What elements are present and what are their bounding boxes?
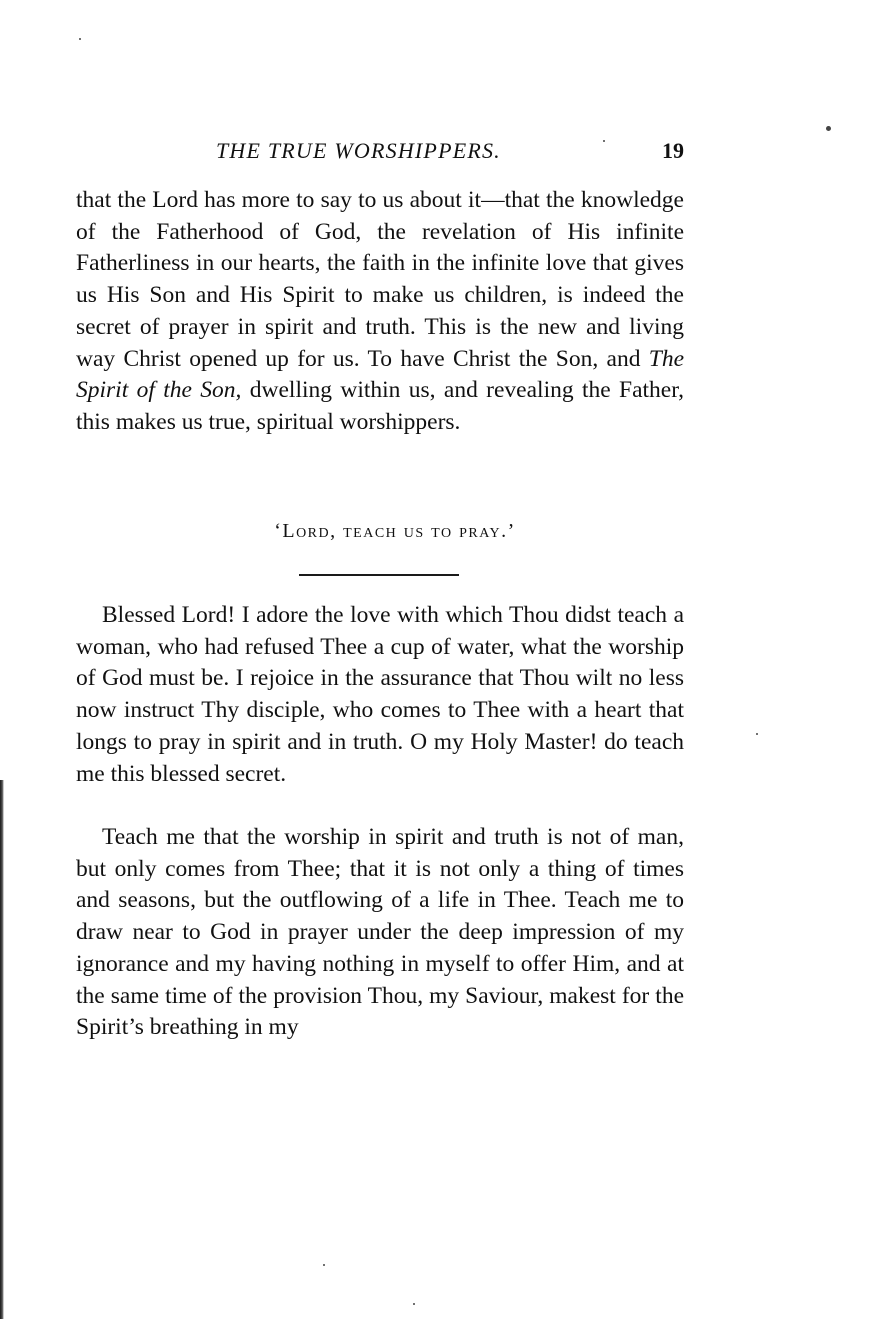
running-title: THE TRUE WORSHIPPERS.	[216, 138, 501, 163]
section-divider	[299, 574, 459, 576]
page-binding-edge	[0, 780, 4, 1319]
paragraph-text-end: dwelling within us, and revealing the Father, this makes us true, spiritual worshippers.	[76, 377, 684, 435]
prayer-paragraph-text: Teach me that the worship in spirit and truth is not of man, but only comes from Thee; that it is not only a thing of times and seasons, but the outflowing of a life in Thee. Teach me to draw near to God in prayer under the deep impression of my ignorance and my having nothing in myself to offer Him, and at the same time of the provision Thou, my Saviour, makest for the Spirit’s breathing in my	[76, 824, 684, 1041]
print-speck	[323, 1264, 325, 1266]
prayer-paragraph	[76, 822, 684, 1044]
page-header	[76, 138, 684, 168]
print-speck	[756, 733, 758, 735]
prayer-paragraph	[76, 600, 684, 790]
print-speck	[79, 38, 81, 40]
print-speck	[603, 140, 605, 142]
prayer-paragraph-text: Blessed Lord! I adore the love with which Thou didst teach a woman, who had refused Thee a cup of water, what the worship of God must be. I rejoice in the assurance that Thou wilt no less now instruct Thy disciple, who comes to Thee with a heart that longs to pray in spirit and in truth. O my Holy Master! do teach me this blessed secret.	[76, 602, 684, 787]
italic-phrase: The Spirit of the Son,	[76, 345, 684, 404]
print-speck	[413, 1303, 415, 1305]
print-speck	[826, 126, 831, 131]
page-number: 19	[662, 138, 684, 163]
body-paragraph	[76, 185, 684, 439]
section-caption: ‘Lord, teach us to pray.’	[274, 520, 516, 542]
paragraph-text: that the Lord has more to say to us about it—that the knowledge of the Fatherhood of God, the revelation of His infinite Fatherliness in our hearts, the faith in the infinite love that gives us His Son and His Spirit to make us children, is indeed the secret of prayer in spirit and truth. This is the new and living way Christ opened up for us. To have Christ the Son, and	[76, 187, 684, 372]
